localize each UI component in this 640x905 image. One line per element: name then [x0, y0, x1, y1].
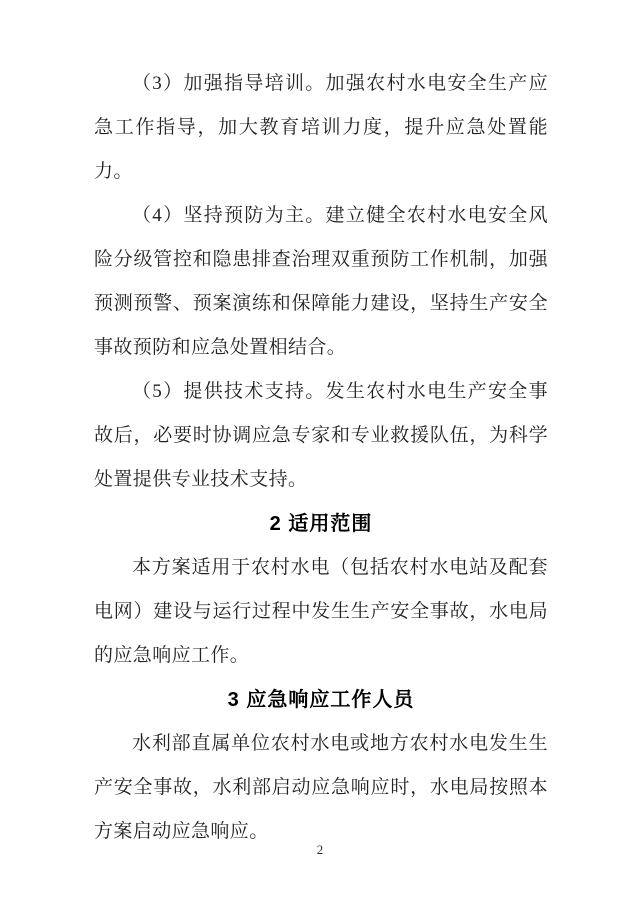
paragraph-scope: 本方案适用于农村水电（包括农村水电站及配套电网）建设与运行过程中发生生产安全事故，水电局的应急响应工作。 — [94, 557, 548, 666]
paragraph-item-4: （4）坚持预防为主。建立健全农村水电安全风险分级管控和隐患排查治理双重预防工作机制，加强预测预警、预案演练和保障能力建设，坚持生产安全事故预防和应急处置相结合。 — [94, 205, 548, 358]
section-heading-responders: 3 应急响应工作人员 — [227, 689, 415, 711]
page-number: 2 — [316, 842, 324, 857]
paragraph-responders: 水利部直属单位农村水电或地方农村水电发生生产安全事故，水利部启动应急响应时，水电局按照本方案启动应急响应。 — [94, 733, 548, 842]
section-heading-scope: 2 适用范围 — [269, 513, 373, 535]
paragraph-item-3: （3）加强指导培训。加强农村水电安全生产应急工作指导，加大教育培训力度，提升应急处置能力。 — [94, 73, 548, 182]
paragraph-item-5: （5）提供技术支持。发生农村水电生产安全事故后，必要时协调应急专家和专业救援队伍，为科学处置提供专业技术支持。 — [94, 381, 548, 490]
